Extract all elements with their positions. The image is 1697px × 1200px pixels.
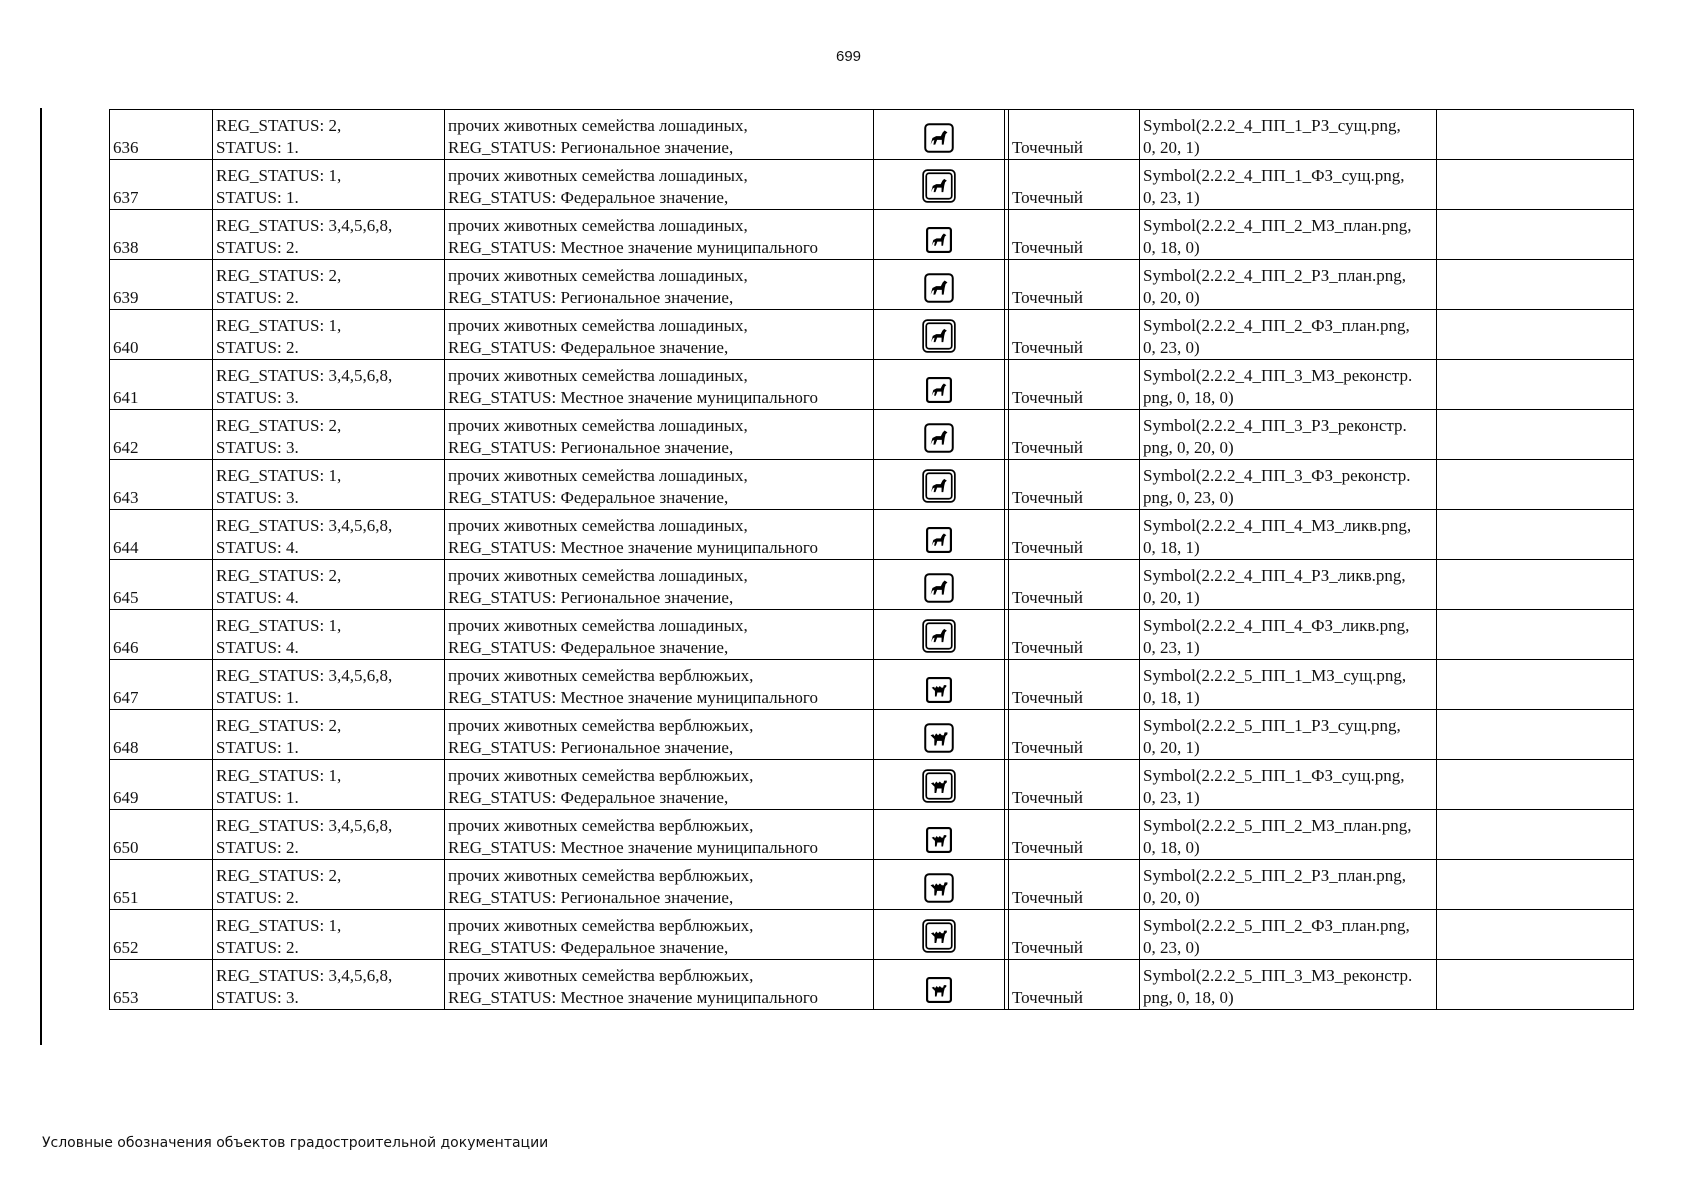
- geometry-type: Точечный: [1009, 560, 1140, 610]
- condition-line: STATUS: 4.: [216, 588, 299, 607]
- geometry-type: Точечный: [1009, 510, 1140, 560]
- description-line: прочих животных семейства верблюжьих,: [448, 766, 754, 785]
- condition-cell: [213, 860, 445, 910]
- horse-icon: [922, 619, 956, 653]
- table-row: [110, 260, 1634, 310]
- row-number: 648: [110, 710, 213, 760]
- row-number: 636: [110, 110, 213, 160]
- symbol-spec-line: 0, 23, 0): [1143, 938, 1200, 957]
- description-line: REG_STATUS: Федеральное значение,: [448, 338, 729, 357]
- description-line: прочих животных семейства верблюжьих,: [448, 966, 754, 985]
- symbol-spec-line: Symbol(2.2.2_5_ПП_2_МЗ_план.png,: [1143, 816, 1412, 835]
- symbol-spec-cell: [1140, 110, 1437, 160]
- geometry-type: Точечный: [1009, 410, 1140, 460]
- row-number: 644: [110, 510, 213, 560]
- table-row: [110, 910, 1634, 960]
- geometry-type: Точечный: [1009, 210, 1140, 260]
- symbol-spec-cell: [1140, 160, 1437, 210]
- condition-cell: [213, 510, 445, 560]
- row-number: 642: [110, 410, 213, 460]
- symbol-cell: [874, 110, 1005, 160]
- row-number: 646: [110, 610, 213, 660]
- condition-line: STATUS: 1.: [216, 688, 299, 707]
- notes-cell: [1437, 810, 1634, 860]
- horse-icon: [922, 469, 956, 503]
- table-row: [110, 810, 1634, 860]
- symbol-cell: [874, 960, 1005, 1010]
- symbol-cell: [874, 510, 1005, 560]
- description-line: прочих животных семейства лошадиных,: [448, 566, 748, 585]
- table-row: [110, 360, 1634, 410]
- symbol-spec-line: Symbol(2.2.2_4_ПП_4_РЗ_ликв.png,: [1143, 566, 1406, 585]
- condition-cell: [213, 360, 445, 410]
- description-line: прочих животных семейства лошадиных,: [448, 366, 748, 385]
- description-cell: [445, 910, 874, 960]
- condition-line: REG_STATUS: 2,: [216, 116, 342, 135]
- symbol-spec-cell: [1140, 410, 1437, 460]
- symbol-spec-line: Symbol(2.2.2_4_ПП_1_ФЗ_сущ.png,: [1143, 166, 1405, 185]
- condition-line: REG_STATUS: 3,4,5,6,8,: [216, 966, 393, 985]
- geometry-type: Точечный: [1009, 260, 1140, 310]
- symbol-cell: [874, 710, 1005, 760]
- description-line: REG_STATUS: Региональное значение,: [448, 588, 734, 607]
- condition-line: STATUS: 1.: [216, 788, 299, 807]
- symbol-spec-line: Symbol(2.2.2_4_ПП_3_ФЗ_реконстр.: [1143, 466, 1411, 485]
- geometry-type: Точечный: [1009, 960, 1140, 1010]
- row-number: 643: [110, 460, 213, 510]
- symbol-spec-line: Symbol(2.2.2_5_ПП_1_ФЗ_сущ.png,: [1143, 766, 1405, 785]
- description-line: REG_STATUS: Местное значение муниципального: [448, 688, 818, 707]
- symbol-spec-line: png, 0, 23, 0): [1143, 488, 1234, 507]
- notes-cell: [1437, 110, 1634, 160]
- description-line: прочих животных семейства верблюжьих,: [448, 716, 754, 735]
- condition-line: STATUS: 1.: [216, 138, 299, 157]
- symbol-spec-cell: [1140, 610, 1437, 660]
- notes-cell: [1437, 460, 1634, 510]
- symbol-spec-cell: [1140, 960, 1437, 1010]
- symbol-cell: [874, 160, 1005, 210]
- symbol-cell: [874, 210, 1005, 260]
- description-line: REG_STATUS: Местное значение муниципального: [448, 838, 818, 857]
- description-line: прочих животных семейства лошадиных,: [448, 416, 748, 435]
- description-line: прочих животных семейства лошадиных,: [448, 116, 748, 135]
- row-number: 649: [110, 760, 213, 810]
- table-row: [110, 410, 1634, 460]
- description-cell: [445, 260, 874, 310]
- symbol-spec-line: Symbol(2.2.2_4_ПП_3_МЗ_реконстр.: [1143, 366, 1413, 385]
- symbol-spec-line: 0, 18, 0): [1143, 238, 1200, 257]
- horse-icon: [924, 273, 954, 303]
- symbol-spec-line: Symbol(2.2.2_4_ПП_1_РЗ_сущ.png,: [1143, 116, 1401, 135]
- notes-cell: [1437, 610, 1634, 660]
- table-row: [110, 610, 1634, 660]
- geometry-type: Точечный: [1009, 910, 1140, 960]
- symbol-cell: [874, 810, 1005, 860]
- table-row: [110, 660, 1634, 710]
- description-cell: [445, 410, 874, 460]
- description-cell: [445, 610, 874, 660]
- condition-line: REG_STATUS: 3,4,5,6,8,: [216, 516, 393, 535]
- description-line: REG_STATUS: Местное значение муниципального: [448, 388, 818, 407]
- condition-cell: [213, 560, 445, 610]
- notes-cell: [1437, 560, 1634, 610]
- condition-line: STATUS: 2.: [216, 888, 299, 907]
- horse-icon: [926, 527, 952, 553]
- condition-line: REG_STATUS: 3,4,5,6,8,: [216, 816, 393, 835]
- condition-line: STATUS: 3.: [216, 488, 299, 507]
- description-line: REG_STATUS: Региональное значение,: [448, 138, 734, 157]
- geometry-type: Точечный: [1009, 110, 1140, 160]
- geometry-type: Точечный: [1009, 360, 1140, 410]
- description-line: REG_STATUS: Федеральное значение,: [448, 788, 729, 807]
- condition-cell: [213, 810, 445, 860]
- symbol-spec-line: Symbol(2.2.2_5_ПП_1_МЗ_сущ.png,: [1143, 666, 1407, 685]
- table-row: [110, 560, 1634, 610]
- row-number: 647: [110, 660, 213, 710]
- condition-line: STATUS: 2.: [216, 938, 299, 957]
- description-line: прочих животных семейства верблюжьих,: [448, 666, 754, 685]
- notes-cell: [1437, 860, 1634, 910]
- notes-cell: [1437, 660, 1634, 710]
- symbol-spec-line: png, 0, 18, 0): [1143, 988, 1234, 1007]
- table-row: [110, 210, 1634, 260]
- horse-icon: [922, 319, 956, 353]
- condition-line: REG_STATUS: 1,: [216, 916, 342, 935]
- condition-line: REG_STATUS: 3,4,5,6,8,: [216, 666, 393, 685]
- symbol-spec-cell: [1140, 810, 1437, 860]
- margin-line: [40, 108, 42, 1045]
- symbol-spec-line: 0, 23, 0): [1143, 338, 1200, 357]
- notes-cell: [1437, 960, 1634, 1010]
- description-line: прочих животных семейства верблюжьих,: [448, 866, 754, 885]
- row-number: 650: [110, 810, 213, 860]
- notes-cell: [1437, 410, 1634, 460]
- notes-cell: [1437, 210, 1634, 260]
- description-cell: [445, 860, 874, 910]
- condition-cell: [213, 760, 445, 810]
- description-line: REG_STATUS: Федеральное значение,: [448, 638, 729, 657]
- condition-cell: [213, 910, 445, 960]
- symbol-spec-cell: [1140, 910, 1437, 960]
- row-number: 652: [110, 910, 213, 960]
- symbol-cell: [874, 410, 1005, 460]
- camel-icon: [922, 769, 956, 803]
- symbol-spec-line: Symbol(2.2.2_4_ПП_4_МЗ_ликв.png,: [1143, 516, 1412, 535]
- description-line: REG_STATUS: Федеральное значение,: [448, 188, 729, 207]
- description-line: REG_STATUS: Региональное значение,: [448, 888, 734, 907]
- condition-line: STATUS: 2.: [216, 238, 299, 257]
- description-line: прочих животных семейства лошадиных,: [448, 216, 748, 235]
- description-cell: [445, 110, 874, 160]
- description-cell: [445, 510, 874, 560]
- description-cell: [445, 710, 874, 760]
- symbol-spec-line: Symbol(2.2.2_4_ПП_2_МЗ_план.png,: [1143, 216, 1412, 235]
- symbol-spec-cell: [1140, 860, 1437, 910]
- symbol-cell: [874, 660, 1005, 710]
- row-number: 645: [110, 560, 213, 610]
- description-cell: [445, 360, 874, 410]
- page-number: 699: [835, 48, 862, 65]
- symbol-spec-line: 0, 20, 1): [1143, 588, 1200, 607]
- condition-cell: [213, 710, 445, 760]
- condition-cell: [213, 260, 445, 310]
- notes-cell: [1437, 160, 1634, 210]
- notes-cell: [1437, 710, 1634, 760]
- description-cell: [445, 560, 874, 610]
- symbol-spec-line: Symbol(2.2.2_5_ПП_2_РЗ_план.png,: [1143, 866, 1407, 885]
- horse-icon: [924, 423, 954, 453]
- table-row: [110, 760, 1634, 810]
- symbol-spec-cell: [1140, 210, 1437, 260]
- table-row: [110, 960, 1634, 1010]
- condition-cell: [213, 410, 445, 460]
- symbol-spec-cell: [1140, 560, 1437, 610]
- condition-cell: [213, 460, 445, 510]
- symbol-spec-line: 0, 23, 1): [1143, 188, 1200, 207]
- symbol-spec-cell: [1140, 710, 1437, 760]
- symbol-spec-cell: [1140, 460, 1437, 510]
- table-row: [110, 710, 1634, 760]
- description-cell: [445, 210, 874, 260]
- row-number: 641: [110, 360, 213, 410]
- geometry-type: Точечный: [1009, 760, 1140, 810]
- condition-line: REG_STATUS: 1,: [216, 766, 342, 785]
- condition-line: REG_STATUS: 1,: [216, 616, 342, 635]
- condition-line: STATUS: 1.: [216, 188, 299, 207]
- table-row: [110, 310, 1634, 360]
- symbol-spec-line: 0, 18, 1): [1143, 538, 1200, 557]
- condition-line: REG_STATUS: 2,: [216, 566, 342, 585]
- row-number: 640: [110, 310, 213, 360]
- symbol-spec-line: Symbol(2.2.2_5_ПП_2_ФЗ_план.png,: [1143, 916, 1410, 935]
- condition-line: STATUS: 2.: [216, 338, 299, 357]
- symbol-spec-cell: [1140, 260, 1437, 310]
- symbol-spec-cell: [1140, 360, 1437, 410]
- description-line: прочих животных семейства лошадиных,: [448, 616, 748, 635]
- condition-line: REG_STATUS: 2,: [216, 266, 342, 285]
- condition-line: REG_STATUS: 1,: [216, 166, 342, 185]
- description-line: REG_STATUS: Местное значение муниципального: [448, 238, 818, 257]
- description-line: прочих животных семейства верблюжьих,: [448, 816, 754, 835]
- table-row: [110, 460, 1634, 510]
- condition-line: REG_STATUS: 3,4,5,6,8,: [216, 216, 393, 235]
- symbol-spec-line: Symbol(2.2.2_4_ПП_4_ФЗ_ликв.png,: [1143, 616, 1410, 635]
- camel-icon: [924, 873, 954, 903]
- symbol-spec-line: Symbol(2.2.2_4_ПП_2_РЗ_план.png,: [1143, 266, 1407, 285]
- geometry-type: Точечный: [1009, 710, 1140, 760]
- description-line: прочих животных семейства лошадиных,: [448, 516, 748, 535]
- camel-icon: [926, 677, 952, 703]
- symbol-spec-line: Symbol(2.2.2_5_ПП_3_МЗ_реконстр.: [1143, 966, 1413, 985]
- symbol-cell: [874, 760, 1005, 810]
- symbol-cell: [874, 610, 1005, 660]
- condition-line: STATUS: 2.: [216, 288, 299, 307]
- geometry-type: Точечный: [1009, 810, 1140, 860]
- geometry-type: Точечный: [1009, 660, 1140, 710]
- horse-icon: [924, 123, 954, 153]
- condition-line: STATUS: 1.: [216, 738, 299, 757]
- page-footer: Условные обозначения объектов градостроительной документации: [42, 1135, 549, 1151]
- symbol-spec-line: 0, 23, 1): [1143, 788, 1200, 807]
- row-number: 651: [110, 860, 213, 910]
- condition-cell: [213, 960, 445, 1010]
- table-row: [110, 860, 1634, 910]
- condition-line: REG_STATUS: 3,4,5,6,8,: [216, 366, 393, 385]
- symbol-spec-line: 0, 20, 1): [1143, 738, 1200, 757]
- symbol-cell: [874, 460, 1005, 510]
- table-row: [110, 110, 1634, 160]
- symbol-spec-cell: [1140, 760, 1437, 810]
- symbol-spec-line: 0, 18, 1): [1143, 688, 1200, 707]
- description-line: прочих животных семейства лошадиных,: [448, 166, 748, 185]
- horse-icon: [924, 573, 954, 603]
- notes-cell: [1437, 310, 1634, 360]
- symbol-spec-line: Symbol(2.2.2_4_ПП_2_ФЗ_план.png,: [1143, 316, 1410, 335]
- geometry-type: Точечный: [1009, 460, 1140, 510]
- description-line: прочих животных семейства лошадиных,: [448, 266, 748, 285]
- symbol-spec-cell: [1140, 510, 1437, 560]
- geometry-type: Точечный: [1009, 160, 1140, 210]
- table-row: [110, 510, 1634, 560]
- symbol-spec-cell: [1140, 660, 1437, 710]
- condition-line: REG_STATUS: 2,: [216, 716, 342, 735]
- geometry-type: Точечный: [1009, 310, 1140, 360]
- symbol-spec-line: Symbol(2.2.2_4_ПП_3_РЗ_реконстр.: [1143, 416, 1407, 435]
- symbol-spec-cell: [1140, 310, 1437, 360]
- condition-line: STATUS: 4.: [216, 638, 299, 657]
- description-line: прочих животных семейства лошадиных,: [448, 316, 748, 335]
- horse-icon: [926, 377, 952, 403]
- description-line: прочих животных семейства верблюжьих,: [448, 916, 754, 935]
- notes-cell: [1437, 260, 1634, 310]
- description-cell: [445, 960, 874, 1010]
- symbol-spec-line: 0, 20, 0): [1143, 288, 1200, 307]
- symbol-cell: [874, 910, 1005, 960]
- description-cell: [445, 310, 874, 360]
- condition-line: REG_STATUS: 2,: [216, 866, 342, 885]
- notes-cell: [1437, 360, 1634, 410]
- description-line: REG_STATUS: Региональное значение,: [448, 438, 734, 457]
- camel-icon: [926, 977, 952, 1003]
- geometry-type: Точечный: [1009, 610, 1140, 660]
- condition-cell: [213, 210, 445, 260]
- legend-table: [109, 109, 1634, 1010]
- condition-line: REG_STATUS: 1,: [216, 466, 342, 485]
- row-number: 639: [110, 260, 213, 310]
- symbol-spec-line: 0, 20, 0): [1143, 888, 1200, 907]
- condition-cell: [213, 660, 445, 710]
- description-line: REG_STATUS: Региональное значение,: [448, 738, 734, 757]
- condition-cell: [213, 310, 445, 360]
- description-line: REG_STATUS: Местное значение муниципального: [448, 988, 818, 1007]
- horse-icon: [922, 169, 956, 203]
- row-number: 653: [110, 960, 213, 1010]
- symbol-spec-line: png, 0, 18, 0): [1143, 388, 1234, 407]
- description-line: прочих животных семейства лошадиных,: [448, 466, 748, 485]
- symbol-cell: [874, 560, 1005, 610]
- condition-line: STATUS: 4.: [216, 538, 299, 557]
- symbol-spec-line: png, 0, 20, 0): [1143, 438, 1234, 457]
- camel-icon: [926, 827, 952, 853]
- description-cell: [445, 810, 874, 860]
- condition-line: STATUS: 3.: [216, 438, 299, 457]
- symbol-spec-line: 0, 20, 1): [1143, 138, 1200, 157]
- symbol-spec-line: 0, 18, 0): [1143, 838, 1200, 857]
- condition-line: REG_STATUS: 2,: [216, 416, 342, 435]
- description-line: REG_STATUS: Региональное значение,: [448, 288, 734, 307]
- symbol-spec-line: 0, 23, 1): [1143, 638, 1200, 657]
- condition-cell: [213, 110, 445, 160]
- condition-line: STATUS: 2.: [216, 838, 299, 857]
- symbol-cell: [874, 310, 1005, 360]
- condition-cell: [213, 610, 445, 660]
- description-cell: [445, 660, 874, 710]
- table-row: [110, 160, 1634, 210]
- symbol-cell: [874, 260, 1005, 310]
- camel-icon: [922, 919, 956, 953]
- geometry-type: Точечный: [1009, 860, 1140, 910]
- description-cell: [445, 460, 874, 510]
- notes-cell: [1437, 760, 1634, 810]
- symbol-cell: [874, 860, 1005, 910]
- symbol-cell: [874, 360, 1005, 410]
- condition-cell: [213, 160, 445, 210]
- description-line: REG_STATUS: Федеральное значение,: [448, 488, 729, 507]
- symbol-spec-line: Symbol(2.2.2_5_ПП_1_РЗ_сущ.png,: [1143, 716, 1401, 735]
- notes-cell: [1437, 910, 1634, 960]
- row-number: 637: [110, 160, 213, 210]
- condition-line: STATUS: 3.: [216, 988, 299, 1007]
- condition-line: REG_STATUS: 1,: [216, 316, 342, 335]
- notes-cell: [1437, 510, 1634, 560]
- description-line: REG_STATUS: Федеральное значение,: [448, 938, 729, 957]
- description-line: REG_STATUS: Местное значение муниципального: [448, 538, 818, 557]
- row-number: 638: [110, 210, 213, 260]
- camel-icon: [924, 723, 954, 753]
- description-cell: [445, 160, 874, 210]
- horse-icon: [926, 227, 952, 253]
- description-cell: [445, 760, 874, 810]
- condition-line: STATUS: 3.: [216, 388, 299, 407]
